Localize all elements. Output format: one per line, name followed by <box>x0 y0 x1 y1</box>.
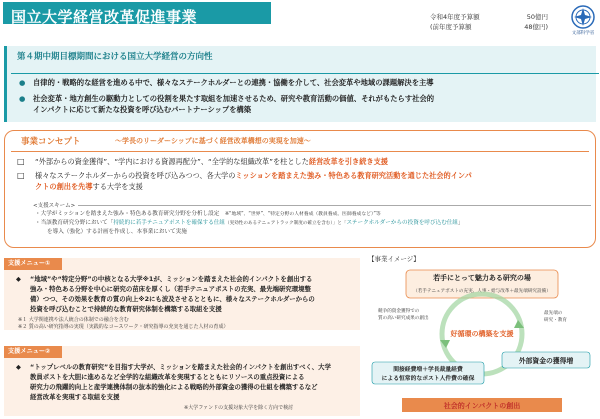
checkbox-icon: □ <box>17 157 25 166</box>
image-label: 【事業イメージ】 <box>368 255 420 263</box>
support-tab: 支援メニュー① <box>4 258 62 270</box>
overhead-label: による恒常的なポスト人件費の確保 <box>381 376 475 382</box>
support-menu-1 <box>4 258 360 330</box>
research-place-title: 若手にとって魅力ある研究の場 <box>433 274 531 282</box>
page-title: 国立大学経営改革促進事業 <box>11 8 198 26</box>
support-item-text: “地域”や“特定分野”の中核となる大学※1が、ミッションを踏まえた社会的インパクトを創出する <box>30 275 313 283</box>
concept-item-highlight: ミッションを踏まえた強み・特色ある教育研究活動を通じた社会的インパ <box>235 171 472 180</box>
scheme-label: <支援スキーム> <box>33 201 78 209</box>
ministry-logo-icon <box>570 4 596 30</box>
footnote: ※２ 質の高い研究指導の実現（実践的なコースワーク・研究指導の充実を通じた人材の育成） <box>18 324 229 330</box>
research-place-sub: （若手テニュアポストの充実、人事・給与改革＋最先端研究設備） <box>413 289 551 294</box>
scheme-note: ※“地域”、“世界”、“特定分野の人材養成（教員養成、医師養成など）”等 <box>224 212 381 217</box>
direction-item-text: インパクトに応じて新たな投資を呼び込むパートナーシップを構築 <box>33 105 252 114</box>
scheme-text: 」 <box>458 220 464 226</box>
diamond-icon: ◆ <box>16 275 21 283</box>
scheme-highlight: 持続的に若手テニュアポストを確保する仕組 <box>113 220 225 226</box>
concept-item-text: 様々なステークホルダーからの投資を呼び込みつつ、各大学の <box>35 171 236 180</box>
title-bar <box>3 2 271 24</box>
support-tab: 支援メニュー② <box>4 346 62 358</box>
support-item-text: 研究力の飛躍的向上と産学連携体制の抜本的強化による戦略的外部資金の獲得の仕組を構築するなど <box>30 383 318 391</box>
concept-item-text: “外部からの資金獲得”、“学内における資源再配分”、“全学的な組織改革”を柱とした <box>35 157 309 166</box>
support-item-text: 投資を呼び込むことで持続的な教育研究体制を構築する取組を支援 <box>30 305 222 313</box>
concept-item-highlight: 経営改革を引き続き支援 <box>308 157 388 166</box>
budget-value: 50億円 <box>526 13 548 21</box>
concept-section <box>4 130 596 248</box>
support-item-text: 教員ポストを大胆に進めるなど全学的な組織改革を実現するとともにリソースの重点投資による <box>30 373 305 381</box>
cycle-center-label: 好循環の構築を支援 <box>450 330 514 338</box>
diamond-icon: ◆ <box>16 363 21 371</box>
business-image-diagram <box>368 262 596 416</box>
scheme-line <box>35 219 464 228</box>
divider <box>11 151 589 152</box>
footnote: ※１ 大学関連携や法人統合の体制での融合を含む <box>18 317 129 323</box>
right-note: 最先端の <box>544 311 563 316</box>
budget-info <box>430 12 548 32</box>
left-note: 質の高い研究成果の創出 <box>378 316 429 321</box>
scheme-text: （実効性のあるテニュアトラック制度の確立を含む）」と「 <box>224 221 347 226</box>
divider <box>11 73 599 74</box>
support-item-text: “トップレベルの教育研究”を目指す大学が、ミッションを踏まえた社会的インパクトを創出すべく、大学 <box>30 363 331 371</box>
social-impact-label: 社会的インパクトの創出 <box>443 402 521 410</box>
right-note: 研究・教育 <box>544 318 567 323</box>
ministry-name: 文部科学省 <box>571 31 595 36</box>
direction-item-text: 社会変革・地方創生の駆動力としての役割を果たす取組を加速させるため、研究や教育活動の価値、それがもたらす社会的 <box>33 94 435 103</box>
bullet-icon: ● <box>19 78 26 87</box>
support-menu-2 <box>4 346 360 416</box>
footnote: ※大学ファンドの支援対象大学を除く方向で検討 <box>184 405 294 411</box>
budget-value: 48億円) <box>524 23 548 31</box>
bullet-icon: ● <box>19 94 26 103</box>
scheme-text: ・大学がミッションを踏まえた強み・特色ある教育研究分野を分析し設定 <box>35 211 220 217</box>
scheme-text: を導入（強化）する計画を作成し、本事業において実施 <box>47 229 187 235</box>
concept-heading: 事業コンセプト <box>21 137 81 147</box>
scheme-line <box>47 228 187 236</box>
concept-subheading: ～学長のリーダーシップに基づく経営改革構想の実現を加速～ <box>115 137 311 145</box>
support-item-text: 備）つつ、その効果を教育の質の向上※2にも波及させるとともに、様々なステークホルダーからの <box>30 295 315 303</box>
concept-item-text: する大学を支援 <box>92 182 143 191</box>
support-scheme <box>33 205 591 245</box>
direction-heading: 第４期中期目標期間における国立大学経営の方向性 <box>17 52 213 62</box>
scheme-text: ・当該教育研究分野において「 <box>35 220 114 226</box>
scheme-line <box>35 210 381 219</box>
concept-item-highlight: クトの創出を先導 <box>35 182 93 191</box>
support-item-text: 経営改革を実現する取組を支援 <box>30 393 120 401</box>
checkbox-icon: □ <box>17 171 25 180</box>
external-funds-label: 外部資金の獲得増 <box>518 357 574 365</box>
left-note: 競争的資金獲得での <box>378 309 420 314</box>
support-item-text: 強み・特色ある分野を中心に研究の苗床を厚くし（若手テニュアポストの充実、最先端研究環境整 <box>30 285 311 293</box>
direction-section <box>4 46 596 122</box>
overhead-label: 間接経費増＋学長裁量経費 <box>393 367 463 373</box>
budget-label: (前年度予算額 <box>430 23 472 31</box>
scheme-highlight: ステークホルダーからの投資を呼び込む仕組 <box>346 220 458 226</box>
budget-label: 令和4年度予算額 <box>430 13 480 21</box>
direction-item-text: 自律的・戦略的な経営を進める中で、様々なステークホルダーとの連携・協働を介して、社会変革や地域の課題解決を主導 <box>33 78 434 87</box>
